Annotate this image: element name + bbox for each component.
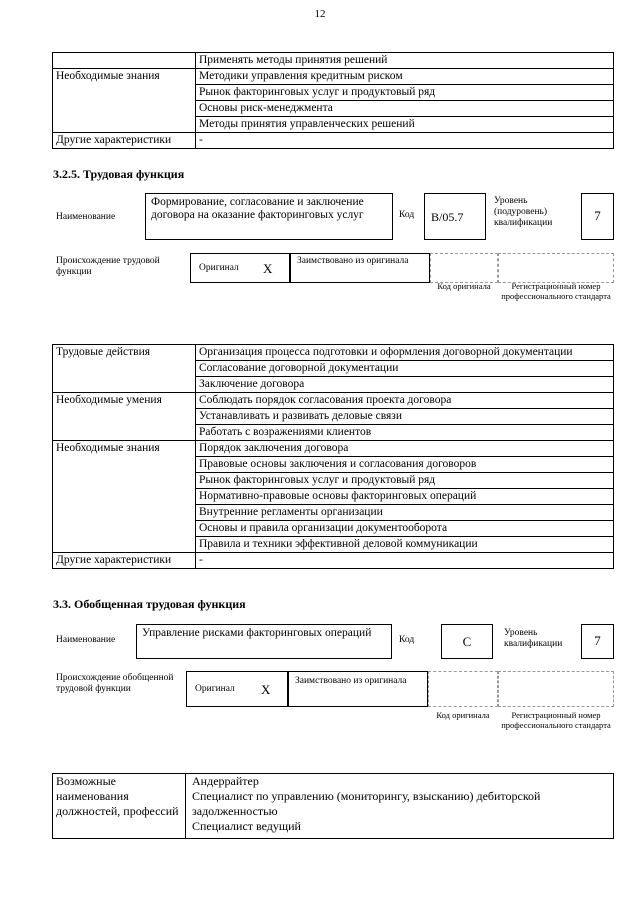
table-row: Методы принятия управленческих решений	[196, 117, 614, 133]
level-value: 7	[594, 633, 601, 648]
reg-number-cell	[498, 671, 614, 707]
table-row: Рынок факторинговых услуг и продуктовый ряд	[196, 473, 614, 489]
reg-number-label: Регистрационный номер профессионального стандарта	[501, 710, 611, 730]
table-row: Организация процесса подготовки и оформления договорной документации	[196, 345, 614, 361]
code-box	[441, 624, 493, 659]
top-requirements-table	[52, 52, 614, 149]
code-original-label: Код оригинала	[436, 710, 490, 720]
code-value: B/05.7	[431, 210, 464, 224]
section-heading-33: 3.3. Обобщенная трудовая функция	[53, 597, 246, 611]
other-characteristics-value: -	[196, 133, 614, 149]
table-row: Нормативно-правовые основы факторинговых операций	[196, 489, 614, 505]
list-item: Специалист ведущий	[192, 819, 301, 833]
origin-label: Происхождение трудовой функции	[56, 256, 160, 277]
level-label: Уровень квалификации	[504, 628, 563, 649]
borrowed-cell	[290, 253, 430, 283]
table-row: Работать с возражениями клиентов	[196, 425, 614, 441]
knowledge-label: Необходимые знания	[53, 441, 196, 457]
other-characteristics-value: -	[196, 553, 614, 569]
page-number: 12	[314, 8, 326, 20]
table-row: Основы риск-менеджмента	[196, 101, 614, 117]
original-cell	[186, 671, 288, 707]
origin-label: Происхождение обобщенной трудовой функции	[56, 673, 174, 694]
original-label: Оригинал	[199, 263, 239, 273]
level-value: 7	[594, 208, 601, 223]
borrowed-label: Заимствовано из оригинала	[297, 256, 409, 266]
other-characteristics-label: Другие характеристики	[53, 133, 196, 149]
code-original-label: Код оригинала	[437, 281, 491, 291]
table-row: Порядок заключения договора	[196, 441, 614, 457]
table-row: Методики управления кредитным риском	[196, 69, 614, 85]
code-box	[424, 193, 486, 240]
positions-table	[52, 773, 614, 839]
original-cell	[190, 253, 290, 283]
labor-function-table	[52, 344, 614, 569]
table-row: Применять методы принятия решений	[196, 53, 614, 69]
table-row-label	[53, 53, 196, 69]
function-name: Формирование, согласование и заключение договора на оказание факторинговых услуг	[151, 196, 364, 221]
list-item: Андеррайтер	[192, 774, 259, 788]
skills-label: Необходимые умения	[53, 393, 196, 409]
original-label: Оригинал	[195, 684, 235, 694]
table-row-label	[53, 117, 196, 133]
general-function-name: Управление рисками факторинговых операций	[142, 627, 372, 639]
code-label: Код	[399, 635, 415, 645]
positions-label: Возможные наименования должностей, профессий	[53, 774, 186, 839]
level-label: Уровень (подуровень) квалификации	[494, 196, 553, 228]
table-row: Рынок факторинговых услуг и продуктовый ряд	[196, 85, 614, 101]
list-item: Специалист по управлению (мониторингу, взысканию) дебиторской задолженностью	[192, 789, 541, 818]
table-row-label	[53, 101, 196, 117]
level-box	[581, 624, 614, 659]
name-label: Наименование	[56, 635, 116, 645]
name-label: Наименование	[56, 212, 116, 222]
original-mark: X	[263, 261, 273, 276]
table-row: Правила и техники эффективной деловой коммуникации	[196, 537, 614, 553]
table-row: Согласование договорной документации	[196, 361, 614, 377]
table-row: Внутренние регламенты организации	[196, 505, 614, 521]
function-name-box	[145, 193, 393, 240]
table-row-label	[53, 85, 196, 101]
general-function-name-box	[136, 624, 392, 659]
table-row: Заключение договора	[196, 377, 614, 393]
borrowed-cell	[288, 671, 428, 707]
table-row: Соблюдать порядок согласования проекта договора	[196, 393, 614, 409]
level-box	[581, 193, 614, 240]
code-original-cell	[430, 253, 498, 283]
table-row: Устанавливать и развивать деловые связи	[196, 409, 614, 425]
knowledge-label: Необходимые знания	[53, 69, 196, 85]
section-heading-325: 3.2.5. Трудовая функция	[53, 167, 185, 181]
reg-number-label: Регистрационный номер профессионального стандарта	[501, 281, 611, 301]
borrowed-label: Заимствовано из оригинала	[295, 676, 407, 686]
code-original-cell	[428, 671, 498, 707]
code-label: Код	[399, 210, 415, 220]
other-characteristics-label: Другие характеристики	[53, 553, 196, 569]
positions-list	[186, 774, 614, 839]
code-value: C	[462, 634, 472, 649]
table-row: Правовые основы заключения и согласования договоров	[196, 457, 614, 473]
original-mark: X	[261, 682, 271, 697]
actions-label: Трудовые действия	[53, 345, 196, 361]
reg-number-cell	[498, 253, 614, 283]
table-row: Основы и правила организации документооборота	[196, 521, 614, 537]
